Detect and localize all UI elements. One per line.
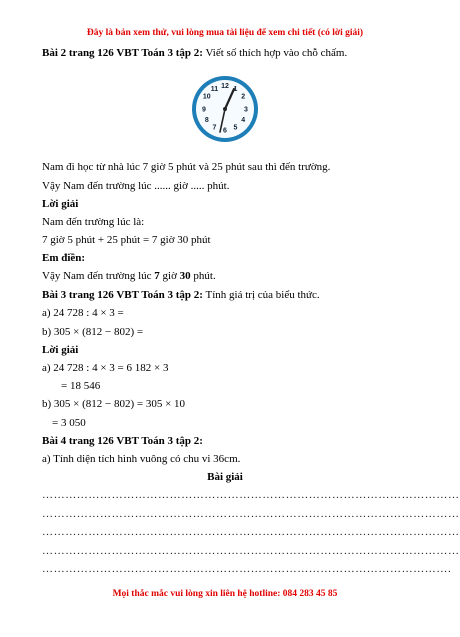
answer-hour: 7 (154, 270, 160, 282)
bai3-question-b: b) 305 × (812 − 802) = (42, 326, 144, 338)
answer-dotted-line: ……………………………………………………………………………………………… (42, 526, 460, 538)
bai3-heading (42, 289, 320, 302)
answer-dotted-line: ……………………………………………………………………………………………. (42, 563, 452, 575)
bai2-em-dien: Em điền: (42, 252, 86, 264)
svg-text:3: 3 (244, 106, 248, 114)
answer-prefix: Vậy Nam đến trường lúc (42, 270, 155, 282)
bai3-answer-a1: a) 24 728 : 4 × 3 = 6 182 × 3 (42, 362, 169, 374)
bai2-title: Bài 2 trang 126 VBT Toán 3 tập 2: (42, 47, 203, 59)
bai4-title: Bài 4 trang 126 VBT Toán 3 tập 2: (42, 435, 203, 447)
svg-text:4: 4 (241, 117, 246, 124)
bai3-prompt: Tính giá trị của biểu thức. (202, 289, 320, 301)
bai2-answer (42, 270, 216, 283)
answer-dotted-line: ……………………………………………………………………………………………… (42, 545, 460, 557)
bai2-question-2: Vậy Nam đến trường lúc ...... giờ ..... phút. (42, 180, 230, 192)
bai3-answer-b1: b) 305 × (812 − 802) = 305 × 10 (42, 398, 186, 410)
answer-dotted-line: ……………………………………………………………………………………………… (42, 489, 460, 501)
answer-minute: 30 (179, 270, 191, 282)
answer-dotted-line: ……………………………………………………………………………………………… (42, 508, 460, 520)
svg-text:1: 1 (233, 85, 238, 93)
bai3-answer-a2: = 18 546 (61, 380, 101, 392)
bai2-solution-2: 7 giờ 5 phút + 25 phút = 7 giờ 30 phút (42, 234, 211, 246)
answer-suffix: phút. (190, 270, 216, 282)
svg-text:6: 6 (223, 127, 227, 135)
bai3-title: Bài 3 trang 126 VBT Toán 3 tập 2: (42, 289, 203, 301)
svg-text:2: 2 (241, 93, 246, 101)
bai4-question-a: a) Tính diện tích hình vuông có chu vi 36cm. (42, 453, 241, 465)
bai2-solution-1: Nam đến trường lúc là: (42, 216, 145, 228)
bai2-heading (42, 47, 347, 60)
svg-text:10: 10 (202, 93, 211, 101)
svg-text:9: 9 (202, 106, 206, 114)
answer-mid: giờ (159, 270, 180, 282)
svg-text:8: 8 (204, 117, 209, 124)
bai3-answer-b2: = 3 050 (52, 417, 86, 429)
bai3-loi-giai: Lời giải (42, 344, 79, 356)
hotline-notice: Mọi thắc mắc vui lòng xin liên hệ hotline: 084 283 45 85 (112, 589, 338, 599)
svg-text:7: 7 (212, 124, 217, 132)
bai2-question-1: Nam đi học từ nhà lúc 7 giờ 5 phút và 25 phút sau thì đến trường. (42, 161, 331, 173)
svg-text:12: 12 (221, 83, 229, 90)
svg-text:5: 5 (233, 124, 238, 132)
bai2-loi-giai: Lời giải (42, 198, 79, 210)
bai3-question-a: a) 24 728 : 4 × 3 = (42, 307, 124, 319)
bai4-bai-giai: Bài giải (207, 471, 243, 483)
bai2-prompt: Viết số thích hợp vào chỗ chấm. (202, 47, 348, 59)
preview-notice: Đây là bản xem thử, vui lòng mua tài liệu để xem chi tiết (có lời giải) (86, 28, 364, 38)
clock-icon (190, 74, 260, 144)
svg-text:11: 11 (210, 85, 219, 93)
